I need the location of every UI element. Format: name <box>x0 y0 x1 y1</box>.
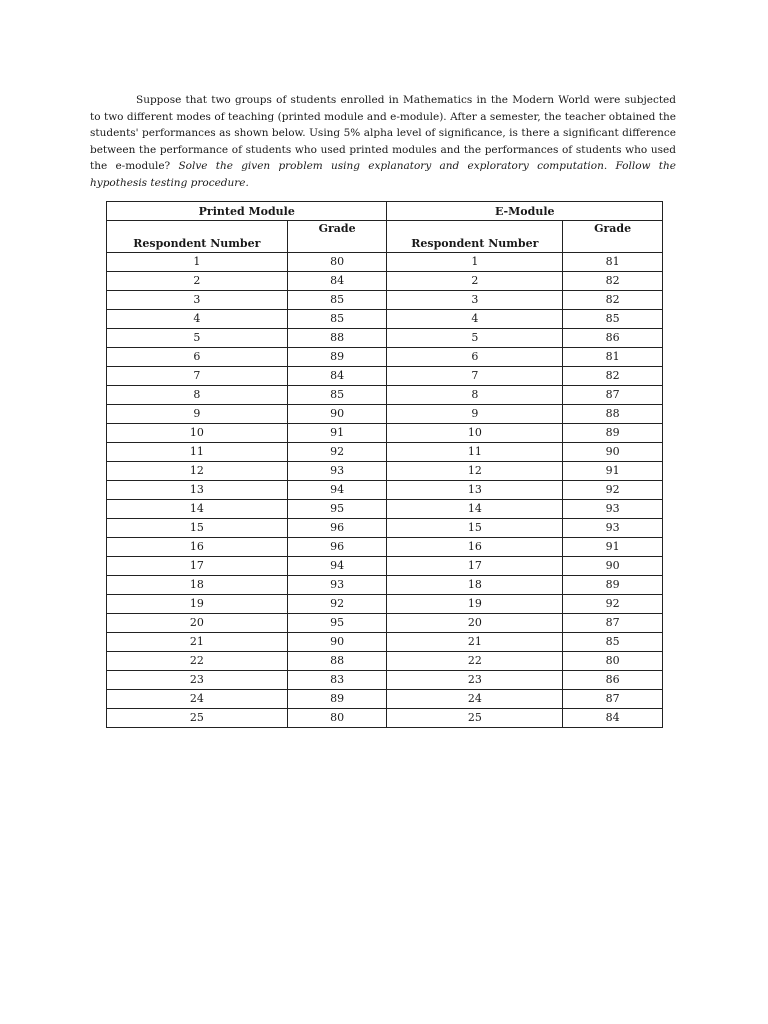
e-grade-cell: 91 <box>563 538 663 557</box>
e-respondent-cell: 21 <box>387 633 563 652</box>
e-respondent-cell: 17 <box>387 557 563 576</box>
printed-grade-cell: 84 <box>287 367 387 386</box>
printed-respondent-cell: 14 <box>107 500 288 519</box>
e-grade-cell: 85 <box>563 633 663 652</box>
e-grade-cell: 93 <box>563 500 663 519</box>
e-respondent-cell: 8 <box>387 386 563 405</box>
printed-respondent-cell: 1 <box>107 253 288 272</box>
table-row <box>107 443 663 462</box>
printed-respondent-header: Respondent Number <box>107 221 288 253</box>
table-row <box>107 253 663 272</box>
table-row <box>107 690 663 709</box>
e-respondent-cell: 6 <box>387 348 563 367</box>
printed-grade-cell: 89 <box>287 690 387 709</box>
printed-respondent-cell: 23 <box>107 671 288 690</box>
printed-grade-cell: 83 <box>287 671 387 690</box>
e-respondent-cell: 20 <box>387 614 563 633</box>
e-respondent-cell: 22 <box>387 652 563 671</box>
printed-respondent-cell: 3 <box>107 291 288 310</box>
e-grade-cell: 82 <box>563 367 663 386</box>
table-row <box>107 519 663 538</box>
printed-respondent-cell: 5 <box>107 329 288 348</box>
table-row <box>107 500 663 519</box>
table-row <box>107 405 663 424</box>
e-respondent-cell: 4 <box>387 310 563 329</box>
printed-grade-cell: 96 <box>287 538 387 557</box>
e-grade-cell: 93 <box>563 519 663 538</box>
e-respondent-cell: 2 <box>387 272 563 291</box>
e-grade-cell: 87 <box>563 386 663 405</box>
e-respondent-cell: 1 <box>387 253 563 272</box>
e-grade-cell: 80 <box>563 652 663 671</box>
e-respondent-cell: 24 <box>387 690 563 709</box>
e-respondent-header: Respondent Number <box>387 221 563 253</box>
printed-respondent-cell: 10 <box>107 424 288 443</box>
e-grade-cell: 90 <box>563 443 663 462</box>
printed-grade-cell: 84 <box>287 272 387 291</box>
problem-text: Suppose that two groups of students enrolled in Mathematics in the Modern World were subjected to two different modes of teaching (printed module and e-module). After a semester, the teacher obtained the students' performances as shown below. Using 5% alpha level of significance, is there a significant difference between the performance of students who used printed modules and the performances of students who used the e-module? <box>90 94 676 173</box>
e-respondent-cell: 11 <box>387 443 563 462</box>
e-respondent-cell: 25 <box>387 709 563 728</box>
e-module-header: E-Module <box>387 202 663 221</box>
printed-grade-cell: 94 <box>287 557 387 576</box>
e-grade-cell: 86 <box>563 329 663 348</box>
e-grade-cell: 89 <box>563 424 663 443</box>
e-grade-cell: 91 <box>563 462 663 481</box>
table-row <box>107 671 663 690</box>
printed-respondent-cell: 21 <box>107 633 288 652</box>
e-respondent-cell: 10 <box>387 424 563 443</box>
printed-grade-cell: 92 <box>287 443 387 462</box>
printed-respondent-cell: 24 <box>107 690 288 709</box>
printed-respondent-cell: 7 <box>107 367 288 386</box>
grades-table-body <box>107 253 663 728</box>
e-respondent-cell: 3 <box>387 291 563 310</box>
printed-grade-cell: 85 <box>287 291 387 310</box>
table-row <box>107 367 663 386</box>
e-grade-cell: 90 <box>563 557 663 576</box>
printed-grade-cell: 91 <box>287 424 387 443</box>
table-row <box>107 709 663 728</box>
printed-grade-cell: 96 <box>287 519 387 538</box>
e-grade-cell: 81 <box>563 253 663 272</box>
printed-grade-cell: 93 <box>287 462 387 481</box>
printed-respondent-cell: 22 <box>107 652 288 671</box>
printed-grade-cell: 95 <box>287 614 387 633</box>
printed-grade-cell: 89 <box>287 348 387 367</box>
e-grade-cell: 92 <box>563 595 663 614</box>
table-row <box>107 614 663 633</box>
e-respondent-cell: 7 <box>387 367 563 386</box>
e-grade-cell: 81 <box>563 348 663 367</box>
printed-grade-cell: 92 <box>287 595 387 614</box>
table-row <box>107 652 663 671</box>
printed-grade-cell: 95 <box>287 500 387 519</box>
printed-respondent-cell: 8 <box>107 386 288 405</box>
e-respondent-cell: 15 <box>387 519 563 538</box>
table-row <box>107 462 663 481</box>
column-header-row <box>107 221 663 253</box>
e-respondent-cell: 23 <box>387 671 563 690</box>
printed-respondent-cell: 11 <box>107 443 288 462</box>
e-respondent-cell: 18 <box>387 576 563 595</box>
printed-respondent-cell: 6 <box>107 348 288 367</box>
e-grade-cell: 87 <box>563 614 663 633</box>
e-respondent-cell: 12 <box>387 462 563 481</box>
e-respondent-cell: 5 <box>387 329 563 348</box>
e-grade-cell: 82 <box>563 272 663 291</box>
printed-grade-cell: 94 <box>287 481 387 500</box>
table-row <box>107 538 663 557</box>
printed-respondent-cell: 13 <box>107 481 288 500</box>
printed-grade-cell: 88 <box>287 329 387 348</box>
table-row <box>107 291 663 310</box>
table-row <box>107 481 663 500</box>
e-respondent-cell: 16 <box>387 538 563 557</box>
printed-module-header: Printed Module <box>107 202 387 221</box>
printed-respondent-cell: 2 <box>107 272 288 291</box>
e-grade-cell: 84 <box>563 709 663 728</box>
e-grade-cell: 85 <box>563 310 663 329</box>
printed-grade-cell: 85 <box>287 386 387 405</box>
group-header-row <box>107 202 663 221</box>
e-grade-cell: 89 <box>563 576 663 595</box>
table-row <box>107 595 663 614</box>
printed-respondent-cell: 9 <box>107 405 288 424</box>
e-grade-header: Grade <box>563 221 663 253</box>
printed-respondent-cell: 25 <box>107 709 288 728</box>
printed-respondent-cell: 4 <box>107 310 288 329</box>
printed-grade-cell: 80 <box>287 253 387 272</box>
table-row <box>107 310 663 329</box>
printed-respondent-cell: 19 <box>107 595 288 614</box>
printed-grade-cell: 85 <box>287 310 387 329</box>
e-respondent-cell: 19 <box>387 595 563 614</box>
printed-grade-header: Grade <box>287 221 387 253</box>
printed-grade-cell: 88 <box>287 652 387 671</box>
table-row <box>107 576 663 595</box>
printed-respondent-cell: 12 <box>107 462 288 481</box>
e-grade-cell: 87 <box>563 690 663 709</box>
printed-grade-cell: 90 <box>287 405 387 424</box>
problem-statement <box>90 92 676 192</box>
table-row <box>107 386 663 405</box>
grades-table <box>106 201 663 728</box>
printed-respondent-cell: 15 <box>107 519 288 538</box>
table-row <box>107 348 663 367</box>
printed-respondent-cell: 18 <box>107 576 288 595</box>
printed-grade-cell: 80 <box>287 709 387 728</box>
e-grade-cell: 88 <box>563 405 663 424</box>
e-grade-cell: 82 <box>563 291 663 310</box>
table-row <box>107 329 663 348</box>
e-respondent-cell: 14 <box>387 500 563 519</box>
table-row <box>107 424 663 443</box>
printed-respondent-cell: 16 <box>107 538 288 557</box>
printed-grade-cell: 93 <box>287 576 387 595</box>
e-grade-cell: 92 <box>563 481 663 500</box>
printed-grade-cell: 90 <box>287 633 387 652</box>
table-row <box>107 272 663 291</box>
table-row <box>107 557 663 576</box>
problem-instruction: Solve the given problem using explanatory and exploratory computation. Follow the hypothesis testing procedure. <box>90 160 676 189</box>
table-row <box>107 633 663 652</box>
printed-respondent-cell: 17 <box>107 557 288 576</box>
e-respondent-cell: 13 <box>387 481 563 500</box>
printed-respondent-cell: 20 <box>107 614 288 633</box>
e-respondent-cell: 9 <box>387 405 563 424</box>
e-grade-cell: 86 <box>563 671 663 690</box>
